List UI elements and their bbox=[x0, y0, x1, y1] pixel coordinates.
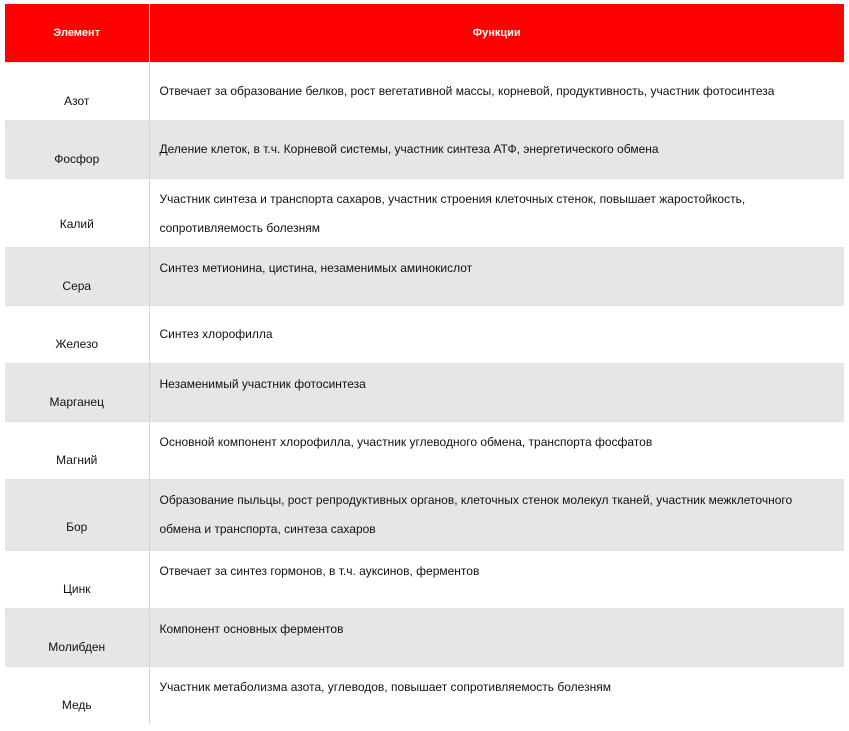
table-row bbox=[5, 121, 844, 179]
function-cell: Образование пыльцы, рост репродуктивных органов, клеточных стенок молекул тканей, участник межклеточного обмена и транспорта, синтеза сахаров bbox=[149, 480, 844, 551]
function-cell: Отвечает за синтез гормонов, в т.ч. ауксинов, ферментов bbox=[149, 551, 844, 609]
element-cell: Сера bbox=[5, 248, 149, 306]
table-row bbox=[5, 306, 844, 364]
element-cell: Бор bbox=[5, 480, 149, 551]
element-cell: Марганец bbox=[5, 364, 149, 422]
header-functions: Функции bbox=[149, 4, 844, 63]
element-cell: Железо bbox=[5, 306, 149, 364]
element-cell: Медь bbox=[5, 667, 149, 724]
element-cell: Цинк bbox=[5, 551, 149, 609]
table-row bbox=[5, 609, 844, 667]
function-cell: Синтез метионина, цистина, незаменимых аминокислот bbox=[149, 248, 844, 306]
table-row bbox=[5, 248, 844, 306]
function-cell: Участник метаболизма азота, углеводов, повышает сопротивляемость болезням bbox=[149, 667, 844, 724]
table-row bbox=[5, 364, 844, 422]
function-cell: Участник синтеза и транспорта сахаров, участник строения клеточных стенок, повышает жаростойкость, сопротивляемость болезням bbox=[149, 179, 844, 248]
function-cell: Компонент основных ферментов bbox=[149, 609, 844, 667]
elements-functions-table bbox=[5, 4, 844, 724]
table-row bbox=[5, 480, 844, 551]
function-cell: Отвечает за образование белков, рост вегетативной массы, корневой, продуктивность, участник фотосинтеза bbox=[149, 63, 844, 121]
table-body bbox=[5, 63, 844, 724]
table-header bbox=[5, 4, 844, 63]
element-cell: Магний bbox=[5, 422, 149, 480]
elements-table-container bbox=[5, 4, 844, 724]
element-cell: Молибден bbox=[5, 609, 149, 667]
element-cell: Азот bbox=[5, 63, 149, 121]
function-cell: Основной компонент хлорофилла, участник углеводного обмена, транспорта фосфатов bbox=[149, 422, 844, 480]
function-cell: Незаменимый участник фотосинтеза bbox=[149, 364, 844, 422]
function-cell: Деление клеток, в т.ч. Корневой системы, участник синтеза АТФ, энергетического обмена bbox=[149, 121, 844, 179]
table-row bbox=[5, 179, 844, 248]
table-row bbox=[5, 667, 844, 724]
element-cell: Калий bbox=[5, 179, 149, 248]
table-row bbox=[5, 63, 844, 121]
function-cell: Синтез хлорофилла bbox=[149, 306, 844, 364]
header-row bbox=[5, 4, 844, 63]
table-row bbox=[5, 422, 844, 480]
table-row bbox=[5, 551, 844, 609]
element-cell: Фосфор bbox=[5, 121, 149, 179]
header-element: Элемент bbox=[5, 4, 149, 63]
